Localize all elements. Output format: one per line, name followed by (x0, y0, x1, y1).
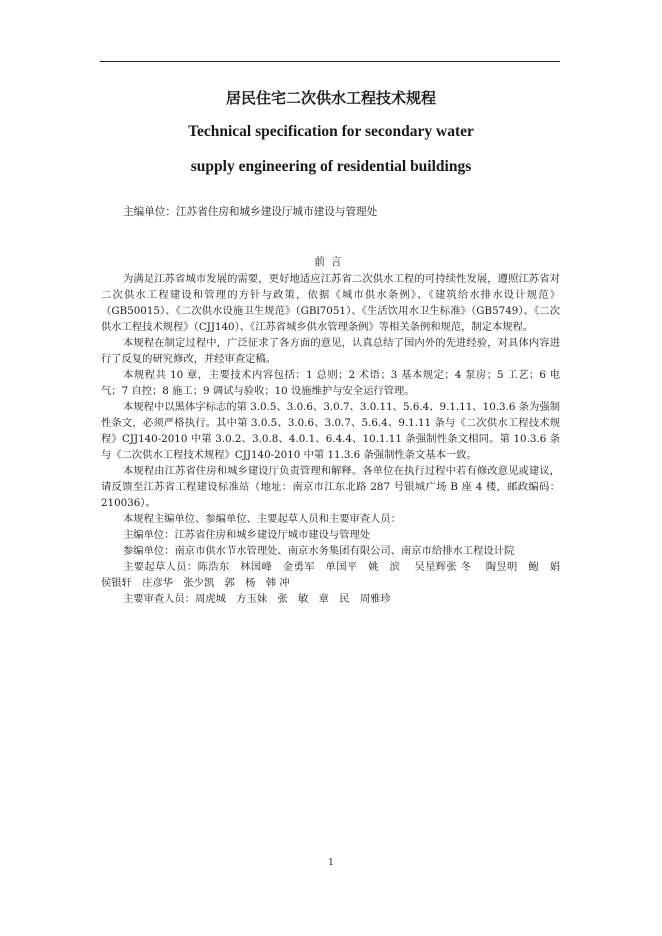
page-number: 1 (328, 858, 334, 868)
document-title-english-line-1: Technical specification for secondary water (188, 123, 474, 140)
paragraph-chapters: 本规程共 10 章，主要技术内容包括：1 总则；2 术语；3 基本规定；4 泵房；5 工艺；6 电气；7 自控；8 施工；9 调试与验收；10 设施维护与安全运行管理。 (101, 369, 560, 397)
paragraph-contributors-intro: 本规程主编单位、参编单位、主要起草人员和主要审查人员： (123, 513, 402, 525)
paragraph-purpose: 为满足江苏省城市发展的需要，更好地适应江苏省二次供水工程的可持续性发展，遵照江苏省对二次供水工程建设和管理的方针与政策，依据《城市供水条例》、《建筑给水排水设计规范》（GB50015）、《二次供水设施卫生规范》（GBl7051）、《生活饮用水卫生标准》（GB5749）、《二次供水工程技术规程》（CJJ140）、《江苏省城乡供水管理条例》等相关条例和规范，制定本规程。 (101, 273, 560, 333)
paragraph-chief-editor: 主编单位：江苏省住房和城乡建设厅城市建设与管理处 (123, 529, 371, 541)
paragraph-reviewers: 主要审查人员：周虎城 方玉妹 张 敏 章 民 周雅珍 (123, 593, 391, 605)
chief-editor-unit: 主编单位：江苏省住房和城乡建设厅城市建设与管理处 (123, 206, 378, 218)
preface-body (101, 271, 571, 607)
header-rule (100, 61, 560, 62)
paragraph-drafters: 主要起草人员：陈浩东 林国峰 金勇军 单国平 姚 滨 吴星辉张 冬 陶昱明 鲍 娟 侯银轩 庄彦华 张少凯 郭 杨 韩 冲 (101, 561, 571, 589)
paragraph-management: 本规程由江苏省住房和城乡建设厅负责管理和解释。各单位在执行过程中若有修改意见或建议，请反馈至江苏省工程建设标准站（地址：南京市江东北路 287 号银城广场 B 座 4 楼，邮政编码：210036）。 (101, 465, 560, 509)
paragraph-co-editors: 参编单位：南京市供水节水管理处、南京水务集团有限公司、南京市给排水工程设计院 (123, 545, 515, 557)
document-title-chinese: 居民住宅二次供水工程技术规程 (225, 89, 436, 107)
paragraph-drafting: 本规程在制定过程中，广泛征求了各方面的意见，认真总结了国内外的先进经验，对具体内容进行了反复的研究修改，并经审查定稿。 (101, 337, 560, 365)
document-title-english-line-2: supply engineering of residential buildings (190, 158, 472, 175)
preface-heading: 前言 (314, 256, 348, 268)
paragraph-mandatory-clauses: 本规程中以黑体字标志的第 3.0.5、3.0.6、3.0.7、3.0.11、5.6.4、9.1.11、10.3.6 条为强制性条文，必须严格执行。其中第 3.0.5、3.0.6、3.0.7、5.6.4、9.1.11 条与《二次供水工程技术规程》CJJ140-2010 中第 3.0.2、3.0.8、4.0.1、6.4.4、10.1.11 条强制性条文相同。第 10.3.6 条与《二次供水工程技术规程》CJJ140-2010 中第 11.3.6 条强制性条文基本一致。 (101, 401, 560, 461)
